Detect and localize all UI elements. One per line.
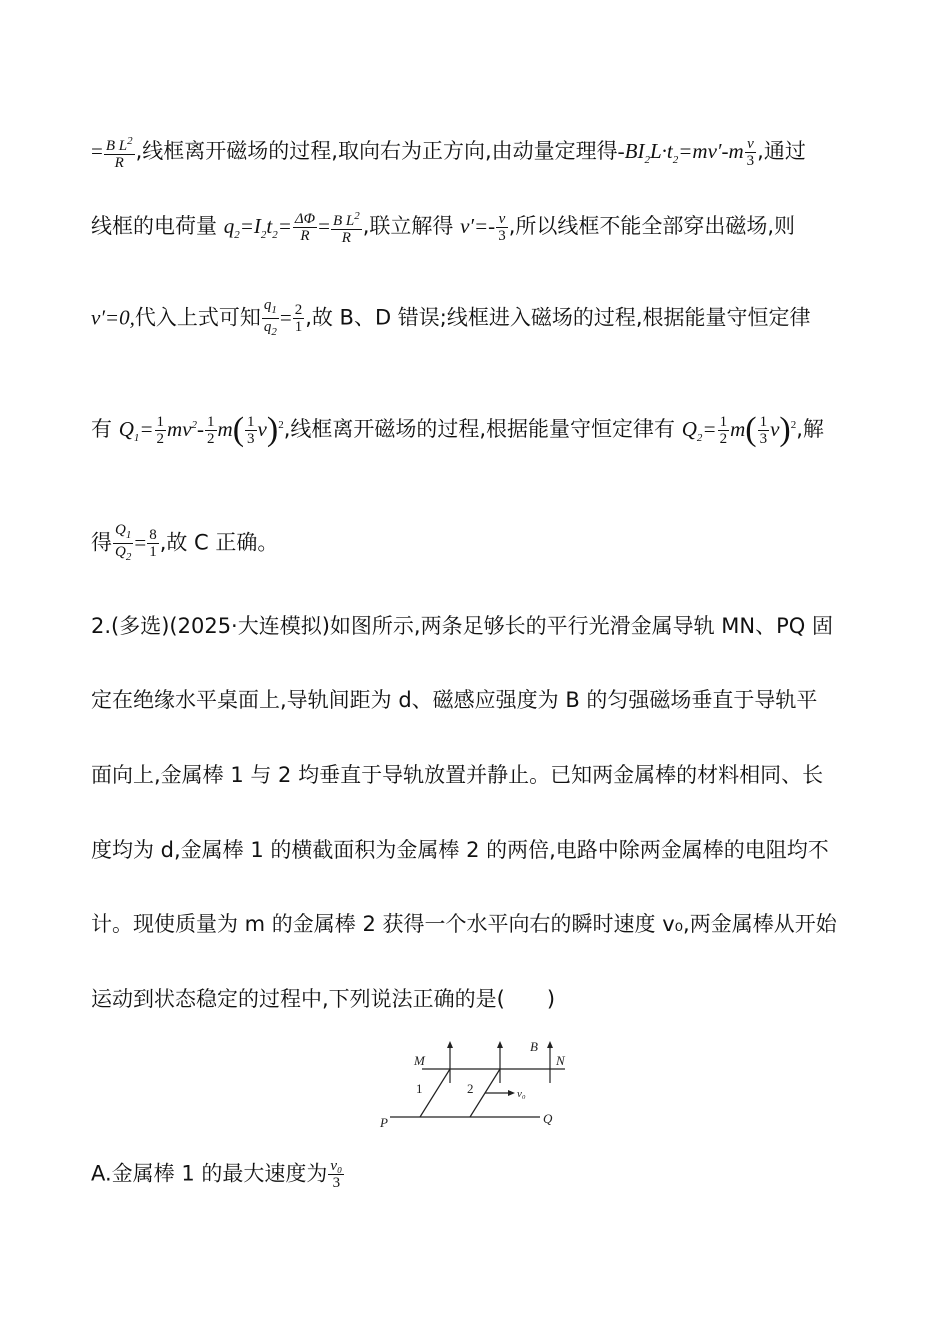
fraction-2-1: $\frac{2}{1}$: [294, 302, 303, 335]
text: ,线框离开磁场的过程,根据能量守恒定律有: [283, 417, 676, 441]
label-rod-2: 2: [467, 1081, 474, 1096]
solution-line-2: 线框的电荷量 $q_2=I_2t_2=$ $\frac{\Delta\Phi}{R}$ = $\frac{B L^2}{R}$ ,联立解得 v′=- $\frac{v}{3}$ ,所以线框不能全部穿出磁场,则: [91, 210, 796, 246]
text: ,通过: [757, 139, 806, 163]
text: 得: [91, 530, 112, 555]
arrowhead-icon: [547, 1041, 553, 1048]
formula-q2: $q_2=I_2t_2=$: [223, 214, 292, 242]
fraction-bl2-r: $\frac{B L^2}{R}$: [105, 135, 133, 171]
question-line-5: 计。现使质量为 m 的金属棒 2 获得一个水平向右的瞬时速度 v₀,两金属棒从开始: [91, 912, 837, 936]
fraction-v0-3: $\frac{\text{v₀}}{3}$: [330, 1158, 343, 1191]
formula-q1: $Q_1=$: [118, 417, 154, 445]
rails-diagram: [370, 1035, 580, 1135]
formula-vprime-zero: v′=0,: [91, 305, 135, 330]
rod-1: [420, 1069, 450, 1117]
equals: =: [91, 139, 103, 163]
label-m: M: [414, 1053, 425, 1068]
text: ,联立解得: [362, 214, 454, 238]
question-line-4: 度均为 d,金属棒 1 的横截面积为金属棒 2 的两倍,电路中除两金属棒的电阻均不: [91, 838, 829, 862]
option-a: [91, 1158, 859, 1191]
fraction-v-3: $\frac{v}{3}$: [498, 210, 506, 244]
solution-line-5: 得 $\frac{Q_1}{Q_2}$ = $\frac{8}{1}$ ,故 C 正确。: [91, 522, 279, 563]
label-rod-1: 1: [416, 1081, 423, 1096]
fraction-q1-q2: $\frac{q_1}{q_2}$: [263, 297, 277, 338]
fraction-bl2-r: $\frac{B L^2}{R}$: [332, 210, 360, 246]
text: 有: [91, 417, 112, 441]
label-v0: v₀: [517, 1088, 526, 1100]
fraction-8-1: $\frac{8}{1}$: [149, 527, 157, 560]
fraction-v-3: $\frac{v}{3}$: [746, 135, 755, 169]
question-line-1: 2.(多选)(2025·大连模拟)如图所示,两条足够长的平行光滑金属导轨 MN、PQ 固: [91, 614, 833, 638]
fraction-dphi-r: $\frac{\Delta\Phi}{R}$: [294, 210, 316, 244]
arrowhead-icon: [508, 1090, 515, 1096]
fraction-Q1-Q2: $\frac{Q_1}{Q_2}$: [115, 522, 132, 563]
arrowhead-icon: [447, 1041, 453, 1048]
solution-line-4: 有 $Q_1=$ $\frac{1}{2}$ $mv^2-$ $\frac{1}{2}$ m( $\frac{1}{3}$ v)$^2$,线框离开磁场的过程,根据能量守恒定律有 $Q_2=$ $\frac{1}{2}$ m( $\frac{1}{3}$ v)$^2$,解: [91, 411, 824, 448]
label-q: Q: [543, 1111, 553, 1126]
formula-vprime: v′=-: [460, 214, 496, 238]
text: ,解: [796, 417, 824, 441]
text: ,故 B、D 错误;线框进入磁场的过程,根据能量守恒定律: [305, 305, 811, 330]
formula-momentum: $-BI_2L\cdot t_2=mv'-m$: [617, 139, 744, 167]
solution-line-1: [91, 133, 859, 175]
text: ,线框离开磁场的过程,取向右为正方向,由动量定理得: [135, 139, 618, 163]
solution-line-3: v′=0,代入上式可知 $\frac{q_1}{q_2}$ = $\frac{2}{1}$ ,故 B、D 错误;线框进入磁场的过程,根据能量守恒定律: [91, 297, 811, 338]
text: 线框的电荷量: [91, 214, 217, 238]
label-b: B: [530, 1039, 538, 1054]
label-n: N: [556, 1053, 565, 1068]
arrowhead-icon: [497, 1041, 503, 1048]
text: 代入上式可知: [134, 305, 261, 330]
option-a-text: A.金属棒 1 的最大速度为: [91, 1161, 328, 1186]
text: ,所以线框不能全部穿出磁场,则: [508, 214, 796, 238]
label-p: P: [380, 1115, 388, 1130]
question-line-6: 运动到状态稳定的过程中,下列说法正确的是( ): [91, 987, 556, 1011]
question-line-3: 面向上,金属棒 1 与 2 均垂直于导轨放置并静止。已知两金属棒的材料相同、长: [91, 763, 824, 787]
question-line-2: 定在绝缘水平桌面上,导轨间距为 d、磁感应强度为 B 的匀强磁场垂直于导轨平: [91, 688, 818, 712]
formula-q2-energy: $Q_2=$: [681, 417, 717, 445]
text: ,故 C 正确。: [159, 530, 279, 555]
